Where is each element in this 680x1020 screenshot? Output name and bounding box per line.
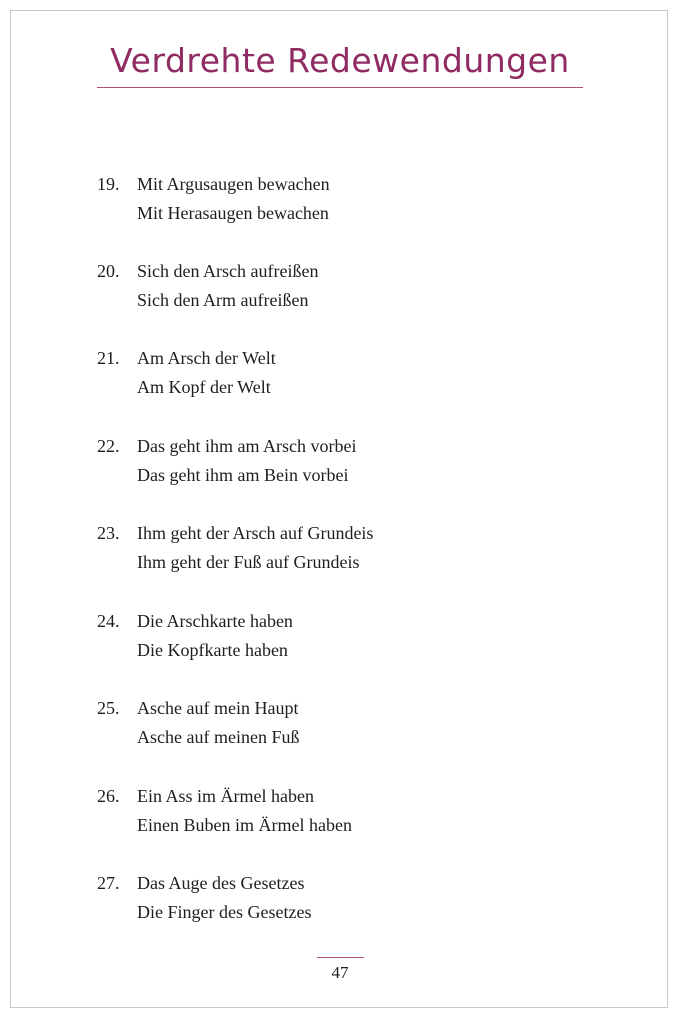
title-divider	[97, 87, 583, 88]
original-idiom: Asche auf mein Haupt	[137, 698, 299, 718]
twisted-idiom: Mit Herasaugen bewachen	[137, 203, 329, 223]
list-item	[0, 170, 680, 230]
original-idiom: Mit Argusaugen bewachen	[137, 174, 330, 194]
original-idiom: Die Arschkarte haben	[137, 611, 293, 631]
list-item	[0, 344, 680, 404]
original-idiom: Das Auge des Gesetzes	[137, 873, 305, 893]
list-item	[0, 782, 680, 842]
page-title: Verdrehte Redewendungen	[110, 41, 570, 80]
twisted-idiom: Einen Buben im Ärmel haben	[137, 815, 352, 835]
item-number: 21.	[97, 348, 120, 368]
item-number: 27.	[97, 873, 120, 893]
original-idiom: Ein Ass im Ärmel haben	[137, 786, 314, 806]
item-number: 20.	[97, 261, 120, 281]
item-number: 23.	[97, 523, 120, 543]
item-number: 25.	[97, 698, 120, 718]
twisted-idiom: Die Finger des Gesetzes	[137, 902, 312, 922]
item-number: 19.	[97, 174, 120, 194]
list-item	[0, 519, 680, 579]
twisted-idiom: Das geht ihm am Bein vorbei	[137, 465, 349, 485]
list-item	[0, 869, 680, 929]
twisted-idiom: Sich den Arm aufreißen	[137, 290, 309, 310]
twisted-idiom: Ihm geht der Fuß auf Grundeis	[137, 552, 360, 572]
list-item	[0, 694, 680, 754]
item-number: 24.	[97, 611, 120, 631]
twisted-idiom: Am Kopf der Welt	[137, 377, 271, 397]
item-number: 26.	[97, 786, 120, 806]
twisted-idiom: Asche auf meinen Fuß	[137, 727, 300, 747]
original-idiom: Ihm geht der Arsch auf Grundeis	[137, 523, 374, 543]
twisted-idiom: Die Kopfkarte haben	[137, 640, 288, 660]
list-item	[0, 257, 680, 317]
footer-divider	[317, 957, 364, 958]
list-item	[0, 432, 680, 492]
original-idiom: Sich den Arsch aufreißen	[137, 261, 319, 281]
item-number: 22.	[97, 436, 120, 456]
page-number: 47	[331, 963, 349, 982]
original-idiom: Das geht ihm am Arsch vorbei	[137, 436, 357, 456]
original-idiom: Am Arsch der Welt	[137, 348, 276, 368]
page-frame	[10, 10, 668, 1008]
list-item	[0, 607, 680, 667]
